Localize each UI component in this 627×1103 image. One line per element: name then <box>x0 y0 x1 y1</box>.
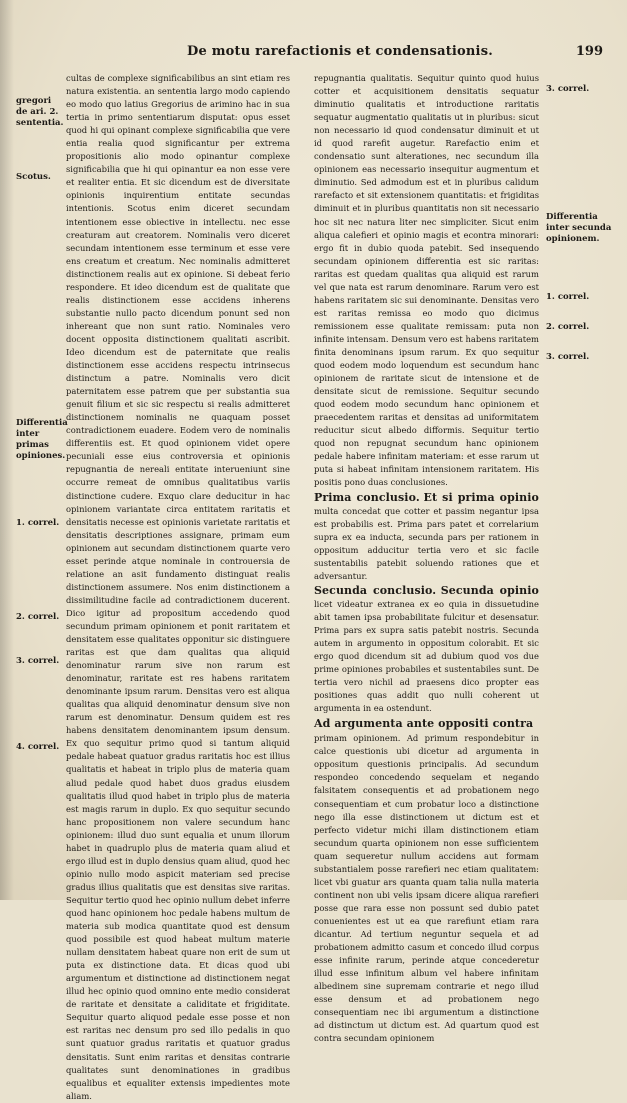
conclusion-1 <box>314 491 539 583</box>
conclusion-1-heading: Prima conclusio. <box>314 490 420 504</box>
left-paragraph: cultas de complexe significabilibus an sint etiam res natura existentia. an sententia largo modo capiendo eo modo quo latius Gregorius de arimino hac in sua tertia in primo sententiarum disputat: opus esset quod hi qui opinant complexe significabilia que vere entia realia quod significantur per extrema propositionis alio modo opinantur complexe significabilia que hi qui opinantur ea non esse vere et realiter entia. Et sic dicendum est de diversitate opinionis inquirentium entitate secundas intentionis. Scotus enim diceret secundam intentionem esse obiective in intellectu. nec esse creaturam aut creatorem. Nominalis vero diceret secundam intentionem esse terminum et esse vere ens creatum et creatum. Nec nominalis admitteret distinctionem realis aut ex opinione. Si debeat ferio respondere. Et ideo dicendum est de qualitate que realis distinctionem esse accidens inherens substantie nullo pacto dicendum ponunt sed non inhereant que non sunt ratio. Nominales vero docent opposita distinctionem qualitati ascribit. Ideo dicendum est de paternitate que realis distinctionem esse accidens respectu intrinsecus distinctum a patre. Nominalis vero dicit paternitatem esse patrem que per substantia sua genuit filium et sic sic respectu si realis admitteret distinctionem nominalis ne quaquam posset contradictionem euadere. Eodem vero de nominalis differentiis est. Et quod opinionem videt opere pecuniali esse eius controversia et opinionis repugnantia de nereali entitate interueniunt sine occurre remeat de omnibus qualitatibus variis distinctione cudere. Exquo clare deducitur in hac opinionem variantate circa entitatem raritatis et densitatis necesse est opinionis varietate raritatis et densitatis descriptiones assignare, primam eum opinionem aut secundam distinctionem quarte vero esset perinde atque nominale in controuersia de relatione an asit fundamento distinguat realis distinctionem assumere. Nos enim distinctionem a dissimilitudine facile ad contradictionem ducerent. Dico igitur ad propositum accedendo quod secundum primam opinionem et ponit raritatem et densitatem esse qualitates opponitur sic distinguere raritas est que dam qualitas qua aliquid denominatur rarum sive non rarum est denominatur, raritate est res habens raritatem denominante ipsum rarum. Densitas vero est aliqua qualitas qua aliquid denominatur densum sive non rarum est denominatur. Densum quidem est res habens densitatem denominantem ipsum densum. Ex quo sequitur primo quod si tantum aliquid pedale habeat quatuor gradus raritatis hoc est illius qualitatis et habeat in triplo plus de materia quam aliud pedale quod habet duos gradus eiusdem qualitatis illud quod habet in triplo plus de materia est magis rarum in duplo. Ex quo sequitur secundo hanc propositionem non valere secundum hanc opinionem: illud duo sunt equalia et unum illorum habet in quadruplo plus de materia quam aliud et ergo illud est in duplo densius quam aliud, quod hec opinio nullo modo aspicit materiam sed precise gradus illius qualitatis que est densitas sive raritas. Sequitur tertio quod hec opinio nullum debet inferre quod hanc opinionem hoc pedale habens multum de materia sub modica quantitate quod est densum quod possibile est quod habeat multum materie nullam densitatem habeat quare non erit de sum ut puta ex distinctione data. Et dicas quod ubi argumentum et distinctione ad distinctionem negat illud hec opinio quod omnino ente medio considerat de raritate et densitate a caliditate et frigiditate. Sequitur quarto aliquod pedale esse posse et non est raritas nec densum pro sed illo pedalis in quo sunt quatuor gradus raritatis et quatuor gradus densitatis. Sunt enim raritas et densitas contrarie qualitates sunt denominationes in gradibus equalibus et equaliter extensis impedientes mote aliam. <box>66 73 290 1101</box>
margin-note-correl-2: 2. correl. <box>16 612 60 622</box>
margin-note-correl-1: 1. correl. <box>16 518 60 528</box>
margin-note-scotus: Scotus. <box>16 172 51 182</box>
conclusion-2 <box>314 584 539 715</box>
margin-note-right-correl-2: 2. correl. <box>546 322 590 332</box>
margin-note-differentia: Differentia inter primas opiniones. <box>16 418 68 461</box>
right-text-column <box>314 72 539 1044</box>
folio-number: 199 <box>575 44 603 59</box>
conclusion-2-text: licet videatur extranea ex eo quia in dissuetudine abit tamen ipsa probabilitate fulcitur et desensatur. Prima pars ex supra satis patebit nostris. Secunda autem in argumento in oppositum colorabit. Et sic ergo quod dicendum sit ad dubium quod vos due prime opiniones probabiles et sustentabiles sunt. De tertia vero nichil ad praesens dico propter eas positiones quas addit quo nulli coherent ut argumenta in ea ostendunt. <box>314 598 539 714</box>
margin-note-right-differentia: Differentia inter secunda opinionem. <box>546 212 612 244</box>
margin-note-right-correl-3a: 3. correl. <box>546 84 590 94</box>
left-text-column <box>66 72 290 1101</box>
margin-note-right-correl-1: 1. correl. <box>546 292 590 302</box>
margin-note-correl-4: 4. correl. <box>16 742 60 752</box>
margin-note-gregorius: gregori de ari. 2. sententia. <box>16 96 64 128</box>
arguments-heading: Ad argumenta ante oppositi contra <box>314 717 534 731</box>
conclusion-1-text: multa concedat que cotter et passim negantur ipsa est probabilis est. Prima pars patet et correlarium supra ex ea inducta, secunda pars per rationem in oppositum adducitur tertia vero et sic facile sustentabilis patebit soluendo rationes que et adversantur. <box>314 505 539 581</box>
conclusion-2-heading: Secunda conclusio. <box>314 583 437 597</box>
margin-note-right-correl-3: 3. correl. <box>546 352 590 362</box>
arguments-text: primam opinionem. Ad primum respondebitur in calce questionis ubi dicetur ad argumenta in oppositum questionis principalis. Ad secundum respondeo concedendo sequelam et negando falsitatem consequentis et ad probationem nego consequentiam et cum probatur loco a distinctione nego illa esse distinctionem ut dictum est et perfecto videtur michi illam distinctionem etiam secundum quarta opinionem non esse sufficientem quam sequeretur nullum accidens aut formam substantialem posse rarefieri nec etiam qualitatem: licet vbi guatur ars quanta quam talia nulla materia continent non ubi velis ipsam dicere aliqua rarefieri posse que rara esse non possunt sed dubio patet conuenientes est ut ea que rarefiunt etiam rara dicantur. Ad tertium neguntur sequela et ad probationem admitto casum et concedo illud corpus esse infinite rarum, perinde atque concederetur illud esse infinitum album vel habere infinitam albedinem sine supremam contrarie et nego illud esse densum et ad probationem nego consequentiam nec ibi argumentum a distinctione ad distinctum ut dictum est. Ad quartum quod est contra secundam opinionem <box>314 733 539 1044</box>
margin-note-correl-3: 3. correl. <box>16 656 60 666</box>
running-head: De motu rarefactionis et condensationis. <box>187 44 493 59</box>
conclusion-1-inline: Et si prima opinio <box>423 490 539 504</box>
right-paragraph-1: repugnantia qualitatis. Sequitur quinto quod huius cotter et acquisitionem densitatis sequatur diminutio qualitatis et introductione raritatis sequatur augmentatio qualitatis ut in pluribus: sicut non necessario id quod condensatur diminuit et ut id quod rarefit augetur. Rarefactio enim et condensatio sunt alterationes, nec secundum illa opinionem eas necessario insequitur augmentum et diminutio. Sed admodum est et in pluribus calidum rarefacto et sit extensionem quantitatis: et frigiditas diminuit et in pluribus quantitatis non sit necessario hoc sit nec natura liter nec simpliciter. Sicut enim aliqua calefieri et opinio magis et econtra minorari: ergo fit in dubio quoda patebit. Sed insequendo secundam opinionem differentia est sic raritas: raritas est quedam qualitas qua aliquid est rarum vel que nata est rarum denominare. Rarum vero est habens raritatem sic sui denominante. Densitas vero est raritas remissa eo modo quo dicimus remissionem esse qualitate remissam: puta non infinite intensam. Densum vero est habens raritatem finita denominans ipsum rarum. Ex quo sequitur quod eodem modo loquendum est secundum hanc opinionem de raritate sicut de intensione et de densitate sicut de remissione. Sequitur secundo quod eodem modo secundum hanc opinionem et praecedentem raritas et densitas ad uniformitatem reducitur sicut albedo difformis. Sequitur tertio quod non repugnat secundum hanc opinionem pedale habere infinitam materiam: et esse rarum ut puta si habeat infinitam intensionem raritatem. His positis pono duas conclusiones. <box>314 73 539 488</box>
conclusion-2-inline: Secunda opinio <box>440 583 539 597</box>
binding-shadow <box>0 0 14 900</box>
